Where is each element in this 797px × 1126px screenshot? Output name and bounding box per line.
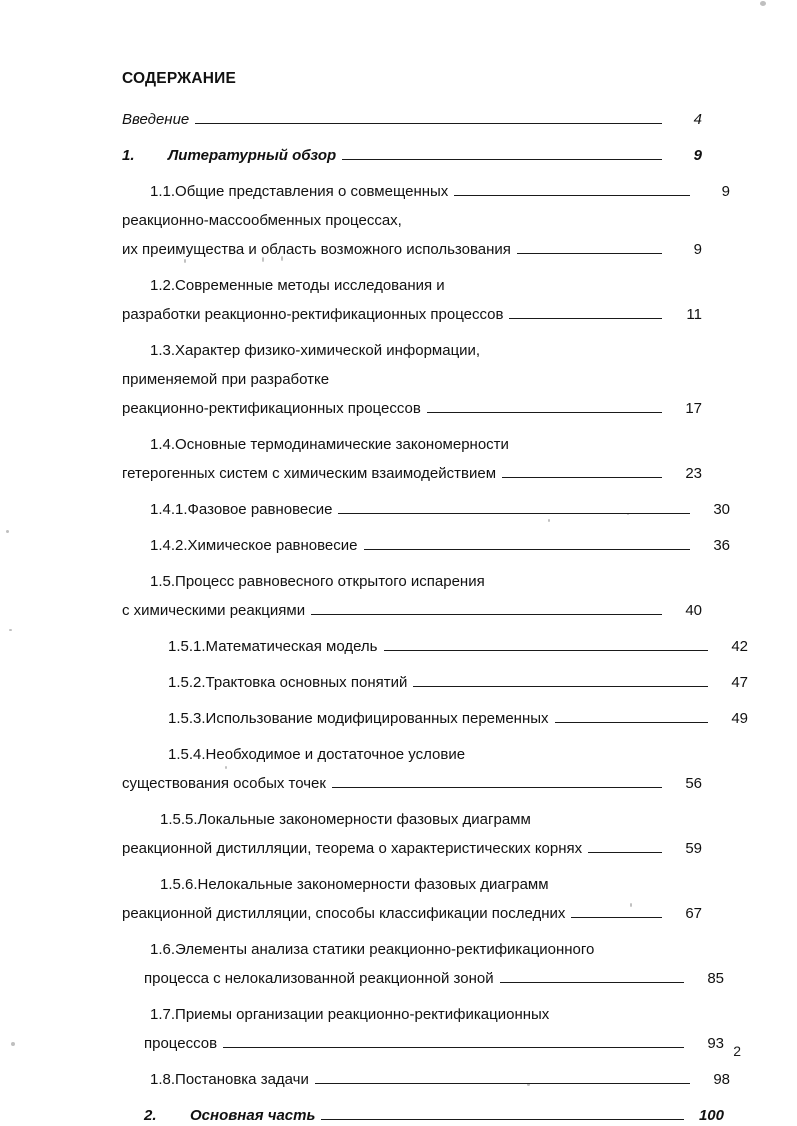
toc-entry-s1-4-2[interactable]	[122, 536, 730, 556]
toc-entry-label: Приемы организации реакционно-ректификационных	[175, 1006, 550, 1023]
toc-entry-s1-3-line-2[interactable]	[122, 399, 702, 419]
toc-entry-s1-4-line-1[interactable]	[122, 464, 702, 484]
toc-page-number: 36	[713, 537, 730, 554]
toc-page-number: 56	[685, 775, 702, 792]
toc-page-number: 4	[693, 111, 702, 128]
toc-entry-s1-3-line-1[interactable]	[122, 370, 702, 390]
toc-entry-s1-8[interactable]	[122, 1070, 730, 1090]
toc-entry-s1-5-5[interactable]	[122, 810, 740, 830]
table-of-contents	[122, 64, 748, 1126]
toc-entry-s1-6-line-1[interactable]	[122, 969, 724, 989]
toc-entry-label: разработки реакционно-ректификационных процессов	[122, 306, 504, 323]
toc-leader-line	[588, 851, 662, 853]
toc-leader-line	[515, 448, 690, 449]
toc-entry-number: 1.5.	[150, 573, 176, 590]
toc-entry-number: 1.6.	[150, 941, 176, 958]
toc-entry-label: Фазовое равновесие	[187, 501, 333, 518]
toc-leader-line	[491, 585, 690, 586]
toc-entry-number: 1.4.1.	[150, 501, 188, 518]
toc-entry-label: Общие представления о совмещенных	[175, 183, 449, 200]
toc-entry-s1-4-1[interactable]	[122, 500, 730, 520]
toc-entry-s1-5-5-line-1[interactable]	[122, 839, 702, 859]
toc-entry-label: процесса с нелокализованной реакционной зоной	[144, 970, 494, 987]
toc-entry-number: 1.5.1.	[168, 638, 206, 655]
toc-entry-s1-6[interactable]	[122, 940, 730, 960]
toc-entry-label: с химическими реакциями	[122, 602, 306, 619]
toc-leader-line	[486, 354, 690, 355]
toc-page-number: 23	[685, 465, 702, 482]
toc-entry-label: их преимущества и область возможного использования	[122, 241, 511, 258]
toc-entry-number: 1.4.2.	[150, 537, 188, 554]
toc-entry-s1-5-1[interactable]	[122, 637, 748, 657]
toc-entry-s1-5-6[interactable]	[122, 875, 740, 895]
toc-entry-label: Элементы анализа статики реакционно-ректификационного	[175, 941, 595, 958]
toc-entry-label: Основные термодинамические закономерности	[175, 436, 509, 453]
toc-leader-line	[454, 194, 690, 196]
toc-entry-ch1[interactable]	[122, 146, 702, 166]
toc-page-number: 9	[721, 183, 730, 200]
toc-entry-number: 1.	[122, 147, 135, 164]
toc-entry-label: гетерогенных систем с химическим взаимодействием	[122, 465, 497, 482]
toc-entry-label: реакционной дистилляции, способы классификации последних	[122, 905, 566, 922]
toc-entry-number: 1.7.	[150, 1006, 176, 1023]
toc-page-number: 85	[707, 970, 724, 987]
toc-leader-line	[555, 888, 700, 889]
toc-leader-line	[471, 758, 708, 759]
toc-leader-line	[509, 317, 662, 319]
toc-entry-label: применяемой при разработке	[122, 371, 330, 388]
toc-entry-s1-5-line-1[interactable]	[122, 601, 702, 621]
toc-entry-number: 1.5.2.	[168, 674, 206, 691]
toc-leader-line	[195, 122, 662, 124]
toc-entry-label: Современные методы исследования и	[175, 277, 445, 294]
toc-entry-number: 1.5.5.	[160, 811, 198, 828]
toc-entry-list	[122, 110, 748, 1126]
toc-leader-line	[384, 649, 709, 651]
toc-page-number: 9	[693, 147, 702, 164]
toc-leader-line	[408, 224, 662, 225]
toc-entry-label: существования особых точек	[122, 775, 326, 792]
toc-page-number: 98	[713, 1071, 730, 1088]
toc-entry-s1-2[interactable]	[122, 276, 730, 296]
toc-entry-number: 1.5.3.	[168, 710, 206, 727]
toc-entry-s1-7[interactable]	[122, 1005, 730, 1025]
toc-entry-label: Литературный обзор	[168, 147, 337, 164]
toc-leader-line	[517, 252, 662, 254]
toc-entry-label: Постановка задачи	[175, 1071, 309, 1088]
toc-entry-label: Использование модифицированных переменных	[205, 710, 549, 727]
toc-entry-label: Математическая модель	[205, 638, 378, 655]
toc-leader-line	[500, 981, 684, 983]
toc-leader-line	[537, 823, 700, 824]
toc-entry-s1-5-2[interactable]	[122, 673, 748, 693]
toc-entry-number: 1.4.	[150, 436, 176, 453]
toc-leader-line	[342, 158, 662, 160]
toc-entry-s1-5-6-line-1[interactable]	[122, 904, 702, 924]
toc-leader-line	[555, 1018, 690, 1019]
toc-entry-number: 2.	[144, 1107, 157, 1124]
toc-leader-line	[311, 613, 662, 615]
toc-page-number: 47	[731, 674, 748, 691]
scan-speck	[9, 629, 12, 631]
scan-speck	[760, 1, 766, 6]
toc-entry-s1-7-line-1[interactable]	[122, 1034, 724, 1054]
toc-page-number: 93	[707, 1035, 724, 1052]
toc-entry-s1-5-4-line-1[interactable]	[122, 774, 702, 794]
toc-leader-line	[571, 916, 662, 918]
toc-page-number: 42	[731, 638, 748, 655]
toc-entry-label: Введение	[122, 111, 190, 128]
toc-page-number: 100	[698, 1107, 724, 1124]
toc-entry-label: реакционно-ректификационных процессов	[122, 400, 421, 417]
toc-entry-ch2[interactable]	[122, 1106, 724, 1126]
toc-entry-s1-5[interactable]	[122, 572, 730, 592]
toc-entry-label: реакционно-массообменных процессах,	[122, 212, 402, 229]
toc-entry-label: Необходимое и достаточное условие	[205, 746, 466, 763]
toc-leader-line	[321, 1118, 684, 1120]
toc-page-number: 11	[686, 306, 702, 323]
toc-entry-number: 1.2.	[150, 277, 176, 294]
toc-entry-s1-5-4[interactable]	[122, 745, 748, 765]
toc-leader-line	[502, 476, 662, 478]
toc-entry-number: 1.5.6.	[160, 876, 198, 893]
toc-entry-number: 1.5.4.	[168, 746, 206, 763]
toc-leader-line	[338, 512, 690, 514]
toc-leader-line	[600, 953, 690, 954]
toc-entry-s1-1[interactable]	[122, 182, 730, 202]
toc-entry-number: 1.8.	[150, 1071, 176, 1088]
toc-page-number: 59	[685, 840, 702, 857]
toc-leader-line	[555, 721, 708, 723]
toc-leader-line	[427, 411, 662, 413]
toc-entry-label: Нелокальные закономерности фазовых диаграмм	[197, 876, 549, 893]
toc-entry-s1-5-3[interactable]	[122, 709, 748, 729]
toc-entry-label: Локальные закономерности фазовых диаграмм	[197, 811, 531, 828]
toc-entry-s1-4[interactable]	[122, 435, 730, 455]
toc-entry-label: Химическое равновесие	[187, 537, 358, 554]
toc-entry-vvedenie[interactable]	[122, 110, 702, 130]
toc-entry-s1-2-line-1[interactable]	[122, 305, 702, 325]
toc-entry-label: Характер физико-химической информации,	[175, 342, 481, 359]
toc-page-number: 9	[693, 241, 702, 258]
toc-page-number: 49	[731, 710, 748, 727]
toc-entry-number: 1.3.	[150, 342, 176, 359]
toc-entry-label: Трактовка основных понятий	[205, 674, 408, 691]
toc-leader-line	[335, 383, 662, 384]
toc-leader-line	[364, 548, 691, 550]
page-title: СОДЕРЖАНИЕ	[122, 70, 237, 87]
page-number-folio: 2	[733, 1043, 741, 1059]
toc-leader-line	[315, 1082, 690, 1084]
toc-entry-number: 1.1.	[150, 183, 176, 200]
toc-leader-line	[413, 685, 708, 687]
scan-speck	[6, 530, 9, 533]
toc-page-number: 67	[685, 905, 702, 922]
toc-entry-s1-1-line-1[interactable]	[122, 211, 702, 231]
toc-leader-line	[223, 1046, 684, 1048]
toc-leader-line	[451, 289, 690, 290]
toc-entry-s1-3[interactable]	[122, 341, 730, 361]
toc-leader-line	[332, 786, 662, 788]
toc-page-number: 40	[685, 602, 702, 619]
toc-entry-label: процессов	[144, 1035, 218, 1052]
scan-speck	[11, 1042, 15, 1046]
toc-entry-label: реакционной дистилляции, теорема о характеристических корнях	[122, 840, 583, 857]
toc-page-number: 17	[685, 400, 702, 417]
toc-entry-label: Процесс равновесного открытого испарения	[175, 573, 485, 590]
toc-entry-s1-1-line-2[interactable]	[122, 240, 702, 260]
toc-entry-label: Основная часть	[190, 1107, 316, 1124]
toc-page-number: 30	[713, 501, 730, 518]
